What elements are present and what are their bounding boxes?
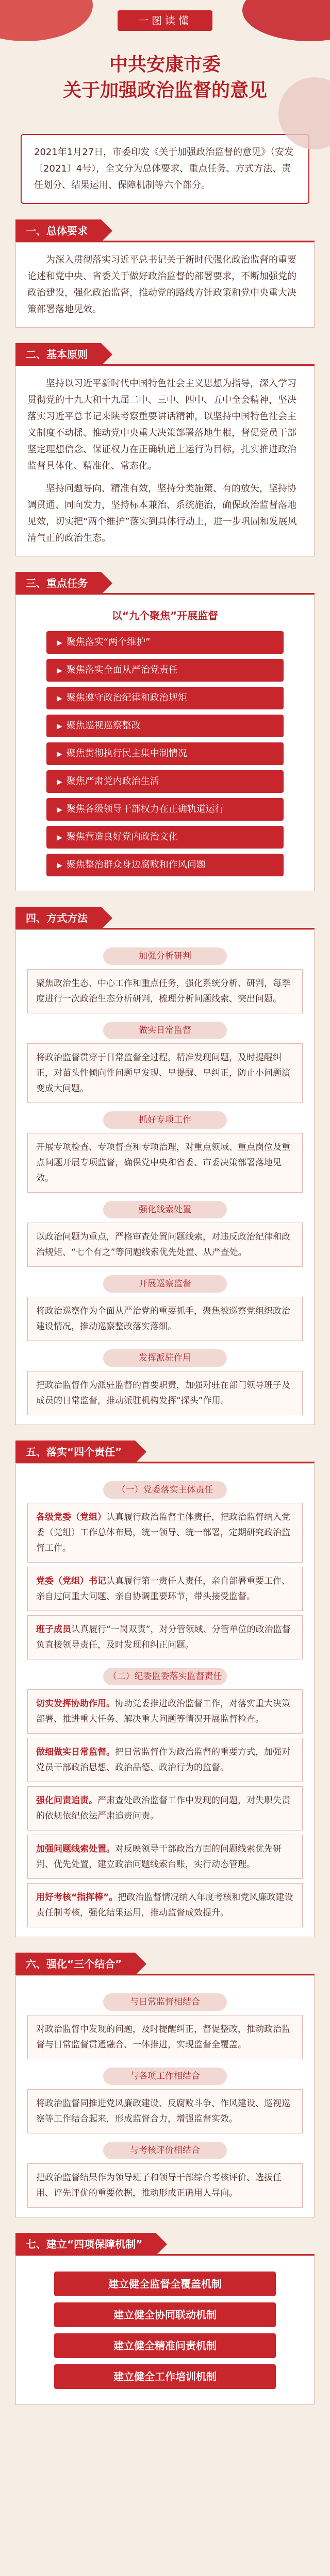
focus-item-label: 聚焦各级领导干部权力在正确轨道运行 [66,804,224,815]
section-6-body [15,1975,315,2217]
method-heading: 发挥派驻作用 [103,1349,227,1367]
method-text: 把政治监督作为派驻监督的首要职责，加强对驻在部门领导班子及成员的日常监督，推动派驻机构发挥“探头”作用。 [27,1371,303,1415]
responsibility-card [27,1738,303,1782]
section-3-body [15,595,315,891]
focus-item [46,631,284,654]
method-heading: 强化线索处置 [103,1201,227,1218]
responsibility-card [27,1835,303,1879]
focus-item [46,770,284,793]
responsibility-card [27,1689,303,1734]
section-5-header [15,1440,315,1463]
chevron-right-icon: ▶ [57,834,62,842]
responsibility-subheading: （一）党委落实主体责任 [103,1481,227,1499]
section-4-tag: 四、方式方法 [15,907,101,929]
section-4-header [15,907,315,929]
focus-item-label: 聚焦贯彻执行民主集中制情况 [66,748,187,759]
focus-item [46,687,284,709]
card-lead: 各级党委（党组） [36,1512,106,1522]
responsibility-card [27,1615,303,1659]
focus-item-label: 聚焦营造良好党内政治文化 [66,832,178,842]
card-text: 认真履行第一责任人责任，亲自部署重要工作、亲自过问重大问题、亲自协调重要环节，带头接受监督。 [36,1576,290,1602]
card-text: 严肃查处政治监督工作中发现的问题，对失职失责的依规依纪依法严肃追责问责。 [36,1795,290,1821]
chevron-right-icon: ▶ [57,750,62,758]
mechanism-item: 建立健全工作培训机制 [54,2364,276,2389]
section-5-tag: 五、落实“四个责任” [15,1440,135,1463]
intro-box: 2021年1月27日，市委印发《关于加强政治监督的意见》（安发〔2021〕4号），全文分为总体要求、重点任务、方式方法、责任划分、结果运用、保障机制等六个部分。 [21,134,309,204]
chevron-right-icon: ▶ [57,722,62,731]
method-heading: 开展巡察监督 [103,1275,227,1293]
chevron-right-icon: ▶ [57,861,62,870]
decor-swoosh-left [0,0,93,41]
section-1-header [15,219,315,242]
method-text: 聚焦政治生态、中心工作和重点任务，强化系统分析、研判，每季度进行一次政治生态分析研判，梳理分析问题线索、突出问题。 [27,969,303,1013]
chevron-right-icon: ▶ [57,694,62,703]
section-7-tag: 七、建立“四项保障机制” [15,2233,156,2256]
card-lead: 党委（党组）书记 [36,1576,106,1586]
card-text: 对反映领导干部政治方面的问题线索优先研判、优先处置，建立政治问题线索台账，实行动态管理。 [36,1844,282,1870]
section-2-header [15,343,315,366]
method-heading: 抓好专项工作 [103,1111,227,1129]
method-text: 将政治监督贯穿于日常监督全过程，精准发现问题，及时提醒纠正，对苗头性倾向性问题早发现、早提醒、早纠正，防止小问题演变成大问题。 [27,1043,303,1103]
card-text: 把日常监督作为政治监督的重要方式，加强对党员干部政治思想、政治品德、政治行为的监督。 [36,1747,290,1773]
section-7-body [15,2256,315,2405]
responsibility-card [27,1567,303,1611]
method-heading: 做实日常监督 [103,1022,227,1039]
section-2-body [15,366,315,556]
focus-item-label: 聚焦遵守政治纪律和政治规矩 [66,692,187,703]
section-6-header [15,1953,315,1975]
focus-item [46,854,284,876]
card-lead: 加强问题线索处置。 [36,1844,115,1854]
section-1-body [15,242,315,328]
responsibility-subheading: （二）纪委监委落实监督责任 [103,1668,227,1685]
mechanism-item: 建立健全精准问责机制 [54,2333,276,2358]
card-lead: 做细做实日常监督。 [36,1747,115,1757]
section-7-header [15,2233,315,2256]
chevron-right-icon: ▶ [57,778,62,786]
card-text: 把政治监督情况纳入年度考核和党风廉政建设责任制考核，强化结果运用，推动监督成效提升。 [36,1892,293,1918]
focus-item-label: 聚焦巡视巡察整改 [66,720,141,731]
combination-heading: 与考核评价相结合 [103,2142,227,2159]
focus-item-label: 聚焦严肃党内政治生活 [66,776,159,787]
combination-heading: 与各项工作相结合 [103,2067,227,2085]
mechanism-item: 建立健全监督全覆盖机制 [54,2272,276,2296]
decor-swoosh-right [242,0,330,41]
combination-text: 把政治监督结果作为领导班子和领导干部综合考核评价、选拔任用、评先评优的重要依据，推动形成正确用人导向。 [27,2163,303,2208]
responsibility-card [27,1503,303,1563]
section-6-tag: 六、强化“三个结合” [15,1953,135,1975]
focus-item [46,798,284,821]
page-title [0,52,330,103]
card-text: 认真履行“一岗双责”，对分管领域、分管单位的政治监督负直接领导责任，及时发现和纠正问题。 [36,1624,291,1650]
focus-item-label: 聚焦落实“两个维护” [66,637,151,648]
combination-text: 对政治监督中发现的问题，及时提醒纠正，督促整改，推动政治监督与日常监督贯通融合、一体推进，实现监督全覆盖。 [27,2015,303,2059]
card-lead: 班子成员 [36,1624,71,1635]
focus-item-label: 聚焦整治群众身边腐败和作风问题 [66,859,206,870]
method-text: 开展专项检查、专项督查和专项治理，对重点领域、重点岗位及重点问题开展专项监督，确保党中央和省委、市委决策部署落地见效。 [27,1133,303,1193]
paragraph: 坚持以习近平新时代中国特色社会主义思想为指导，深入学习贯彻党的十九大和十九届二中、三中、四中、五中全会精神，坚决落实习近平总书记来陕考察重要讲话精神，以坚持中国特色社会主义制度不动摇、推动党中央重大决策部署落地生根，督促党员干部坚定理想信念、保证权力在正确轨道上运行为目标，扎实推进政治监督具体化、精准化、常态化。 [27,378,296,471]
chevron-right-icon: ▶ [57,639,62,647]
section-2-tag: 二、基本原则 [15,343,101,366]
focus-item [46,715,284,737]
section-1-tag: 一、总体要求 [15,219,101,242]
title-line-1: 中共安康市委 [109,54,221,75]
focus-item [46,659,284,682]
mechanism-item: 建立健全协同联动机制 [54,2302,276,2327]
section-3-tag: 三、重点任务 [15,572,101,595]
combination-heading: 与日常监督相结合 [103,1993,227,2011]
chevron-right-icon: ▶ [57,806,62,814]
card-lead: 强化问责追责。 [36,1795,97,1806]
header-ribbon: 一图读懂 [118,10,212,31]
card-lead: 用好考核“指挥棒”。 [36,1892,118,1903]
method-heading: 加强分析研判 [103,947,227,965]
combination-text: 将政治监督同推进党风廉政建设、反腐败斗争、作风建设、巡视巡察等工作结合起来，形成监督合力，增强监督实效。 [27,2089,303,2133]
card-text: 认真履行政治监督主体责任，把政治监督纳入党委（党组）工作总体布局，统一领导、统一部署，定期研究政治监督工作。 [36,1512,290,1553]
focus-item-label: 聚焦落实全面从严治党责任 [66,665,178,675]
responsibility-card [27,1786,303,1831]
title-line-2: 关于加强政治监督的意见 [62,79,267,101]
section-3-header [15,572,315,595]
focus-item [46,742,284,765]
focus-item [46,826,284,849]
section-5-body [15,1463,315,1937]
card-text: 协助党委推进政治监督工作，对落实重大决策部署、推进重大任务、解决重大问题等情况开展监督检查。 [36,1699,290,1724]
paragraph: 坚持问题导向、精准有效，坚持分类施策、有的放矢，坚持协调贯通、同向发力，坚持标本兼治、系统施治，确保政治监督落地见效，切实把“两个维护”落实到具体行动上，进一步巩固和发展风清气正的政治生态。 [27,483,297,544]
method-text: 以政治问题为重点，严格审查处置问题线索，对违反政治纪律和政治规矩、“七个有之”等问题线索优先处置、从严查处。 [27,1223,303,1267]
method-text: 将政治巡察作为全面从严治党的重要抓手，聚焦被巡察党组织政治建设情况，推动巡察整改落实落细。 [27,1297,303,1341]
card-lead: 切实发挥协助作用。 [36,1699,115,1709]
section-4-body [15,929,315,1425]
paragraph: 为深入贯彻落实习近平总书记关于新时代强化政治监督的重要论述和党中央、省委关于做好政治监督的部署要求，不断加强党的政治建设，强化政治监督，推动党的路线方针政策和党中央重大决策部署落地见效。 [27,255,296,315]
focus-list-title: 以“九个聚焦”开展监督 [111,609,219,622]
chevron-right-icon: ▶ [57,667,62,675]
header-banner [0,0,330,134]
responsibility-card [27,1883,303,1927]
